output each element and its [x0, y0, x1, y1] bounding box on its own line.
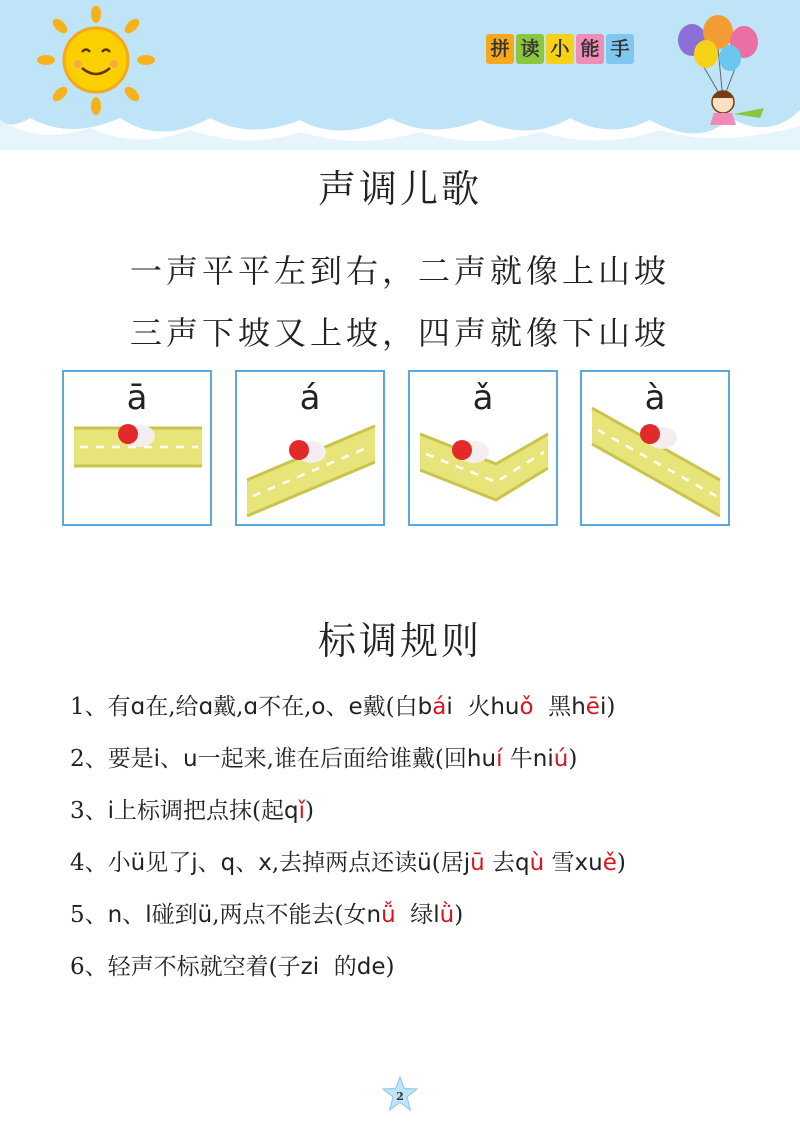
rule-text: )	[454, 902, 464, 928]
rule-text: 小	[107, 850, 131, 876]
tone-card-4	[580, 370, 730, 526]
tone-mark-letter: á	[432, 694, 447, 720]
rule-text: 碰到	[151, 902, 198, 928]
pinyin-text: ü	[417, 850, 432, 876]
song-line-1: 一声平平左到右，二声就像上山坡	[129, 252, 670, 290]
rule-item	[70, 896, 463, 929]
rule-text: 轻声不标就空着(子	[107, 954, 301, 980]
rule-text: 去	[484, 850, 515, 876]
rule-text: )	[568, 746, 578, 772]
tone-label-4: à	[644, 378, 666, 418]
tone-mark-letter: ū	[470, 850, 485, 876]
pinyin-text: ni	[532, 746, 554, 772]
pinyin-text: q	[284, 798, 299, 824]
rule-text: )	[606, 694, 616, 720]
pinyin-text: n	[366, 902, 382, 928]
rule-text: 戴(白	[362, 694, 418, 720]
tone-label-1: ā	[126, 378, 148, 418]
rule-text: ,两点不能去(女	[212, 902, 367, 928]
rule-item	[70, 688, 615, 721]
rule-text: 绿	[395, 902, 434, 928]
rule-number: 5、	[70, 902, 108, 928]
title-tag-char: 手	[606, 34, 634, 64]
pinyin-text: l	[433, 902, 440, 928]
pinyin-text: xu	[574, 850, 603, 876]
rule-item	[70, 740, 577, 773]
pinyin-text: zi	[300, 954, 320, 980]
rule-text: 在,给	[145, 694, 199, 720]
tone-mark-letter: ǚ	[381, 902, 396, 928]
rule-item	[70, 948, 394, 981]
rule-text: 牛	[502, 746, 533, 772]
rule-text: 雪	[544, 850, 575, 876]
rule-text: 见了	[145, 850, 192, 876]
rule-item	[70, 844, 626, 877]
pinyin-text: h	[571, 694, 586, 720]
tone-card-3	[408, 370, 558, 526]
tone-label-2: á	[299, 378, 321, 418]
rule-text: 上标调把点抹(起	[114, 798, 285, 824]
song-title: 声调儿歌	[317, 167, 482, 211]
tone-mark-letter: í	[496, 746, 503, 772]
rule-text: )	[616, 850, 626, 876]
pinyin-text: ɑ	[130, 694, 146, 720]
tone-mark-letter: ú	[553, 746, 569, 772]
pinyin-text: ɑ	[198, 694, 214, 720]
rule-number: 2、	[70, 746, 108, 772]
pinyin-text: de	[356, 954, 386, 980]
pinyin-text: j	[463, 850, 471, 876]
rule-text: 火	[452, 694, 491, 720]
pinyin-text: i	[107, 798, 115, 824]
tone-card-2	[235, 370, 385, 526]
pinyin-text: i、u	[153, 746, 198, 772]
rule-text: 的	[319, 954, 357, 980]
rule-text: 要是	[107, 746, 154, 772]
rule-text: 戴,	[213, 694, 244, 720]
song-line-2: 三声下坡又上坡，四声就像下山坡	[129, 314, 670, 352]
pinyin-text: ü	[197, 902, 213, 928]
title-tag-char: 拼	[486, 34, 514, 64]
title-tag-char: 小	[546, 34, 574, 64]
page-number: 2	[396, 1090, 404, 1103]
pinyin-text: o、e	[311, 694, 363, 720]
rule-number: 4、	[70, 850, 108, 876]
tone-mark-letter: ǐ	[298, 798, 306, 824]
rule-text: 有	[107, 694, 131, 720]
tone-mark-letter: ē	[585, 694, 600, 720]
rule-text: 黑	[533, 694, 572, 720]
rule-number: 6、	[70, 954, 108, 980]
tone-mark-letter: ǜ	[439, 902, 455, 928]
pinyin-text: hu	[466, 746, 497, 772]
rule-number: 1、	[70, 694, 108, 720]
rule-text: )	[385, 954, 395, 980]
balloons-girl-icon	[668, 10, 778, 130]
rule-text: (居	[431, 850, 464, 876]
tone-mark-letter: ě	[602, 850, 617, 876]
rule-text: ,去掉两点还读	[271, 850, 418, 876]
pinyin-text: ü	[130, 850, 146, 876]
rule-text: 一起来,谁在后面给谁戴(回	[197, 746, 467, 772]
rule-text: 不在,	[258, 694, 312, 720]
pinyin-text: i	[599, 694, 607, 720]
rule-item	[70, 792, 314, 825]
page-number-star-icon	[382, 1076, 418, 1112]
rule-text: )	[305, 798, 314, 824]
rule-number: 3、	[70, 798, 108, 824]
rules-title: 标调规则	[317, 619, 482, 663]
header-banner	[0, 0, 800, 150]
title-tag-char: 能	[576, 34, 604, 64]
pinyin-text: i	[446, 694, 453, 720]
title-tag-char: 读	[516, 34, 544, 64]
pinyin-text: ɑ	[243, 694, 259, 720]
tone-card-1	[62, 370, 212, 526]
tone-label-3: ǎ	[472, 378, 494, 418]
pinyin-text: b	[417, 694, 433, 720]
pinyin-text: q	[514, 850, 530, 876]
pinyin-text: hu	[490, 694, 520, 720]
tone-mark-letter: ù	[529, 850, 545, 876]
pinyin-text: j、q、x	[191, 850, 272, 876]
pinyin-text: n、l	[107, 902, 152, 928]
title-tag	[486, 34, 634, 64]
tone-mark-letter: ǒ	[519, 694, 534, 720]
sun-icon	[36, 6, 156, 116]
